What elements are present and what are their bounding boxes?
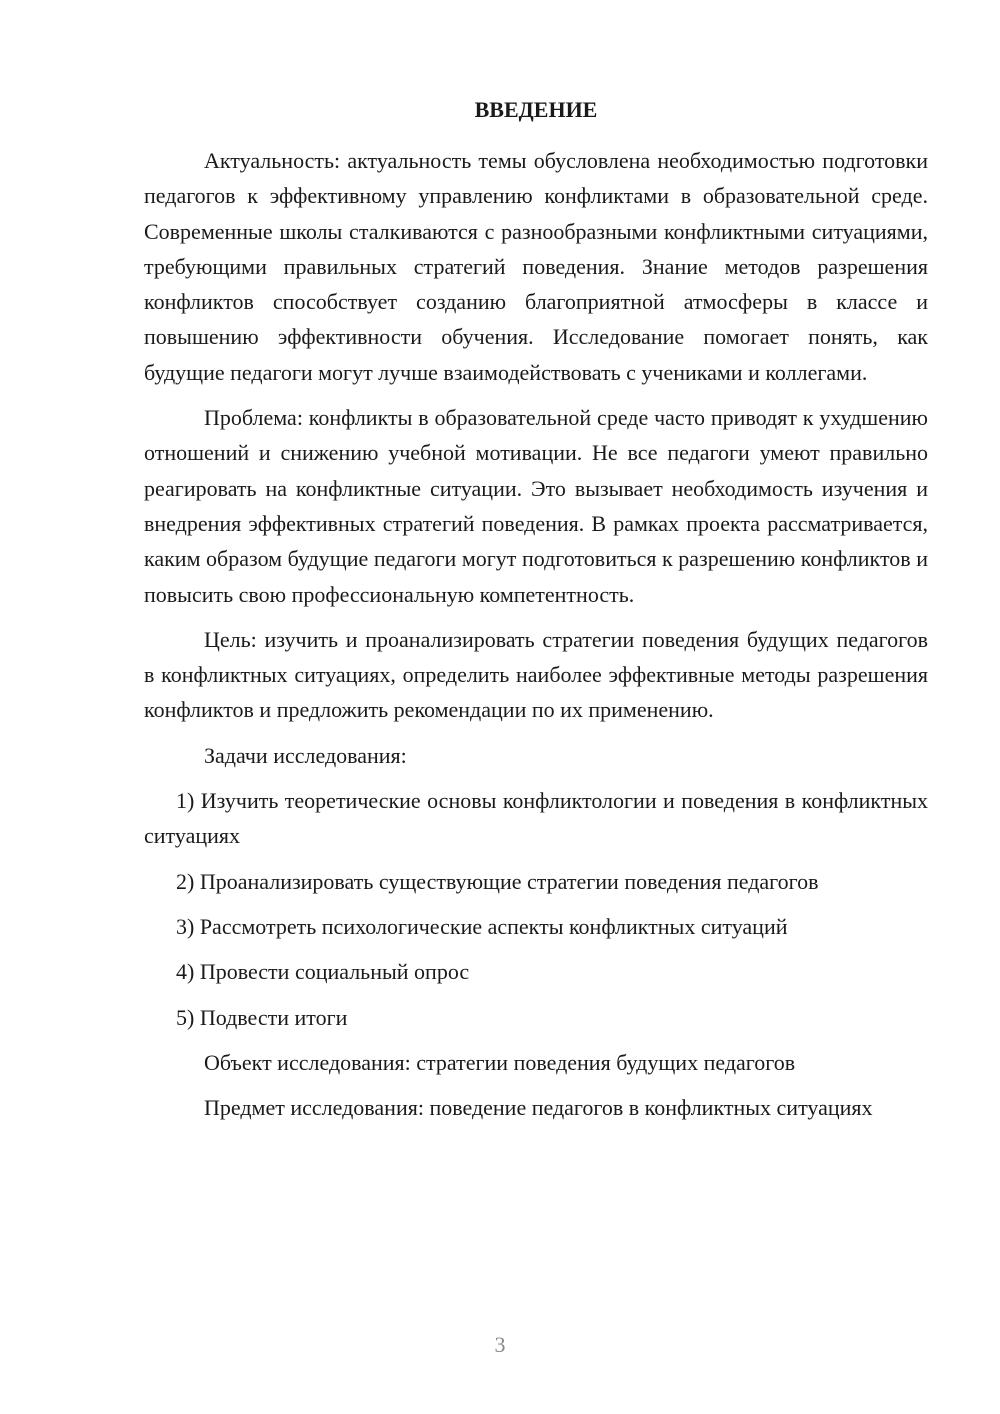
research-subject: Предмет исследования: поведение педагогов в конфликтных ситуациях xyxy=(204,1095,873,1121)
tasks-heading: Задачи исследования: xyxy=(204,742,407,768)
task-item-3: 3) Рассмотреть психологические аспекты конфликтных ситуаций xyxy=(176,913,788,939)
problem-paragraph: Проблема: конфликты в образовательной среде часто приводят к ухудшению отношений и снижению учебной мотивации. Не все педагоги умеют правильно реагировать на конфликтные ситуации. Это вызывает необходимость изучения и внедрения эффективных стратегий поведения. В рамках проекта рассматривается, каким образом будущие педагоги могут подготовиться к разрешению конфликтов и повысить свою профессиональную компетентность. xyxy=(144,405,928,607)
task-item-2: 2) Проанализировать существующие стратегии поведения педагогов xyxy=(176,868,819,894)
task-item-5: 5) Подвести итоги xyxy=(176,1004,348,1030)
task-item-4: 4) Провести социальный опрос xyxy=(176,959,470,985)
goal-paragraph: Цель: изучить и проанализировать стратегии поведения будущих педагогов в конфликтных ситуациях, определить наиболее эффективные методы разрешения конфликтов и предложить рекомендации по их применению. xyxy=(144,626,928,723)
task-item-1: 1) Изучить теоретические основы конфликтологии и поведения в конфликтных ситуациях xyxy=(144,788,928,849)
page-content xyxy=(144,92,928,1125)
section-title: ВВЕДЕНИЕ xyxy=(474,97,598,122)
research-object: Объект исследования: стратегии поведения будущих педагогов xyxy=(204,1049,796,1075)
relevance-paragraph: Актуальность: актуальность темы обусловлена необходимостью подготовки педагогов к эффективному управлению конфликтами в образовательной среде. Современные школы сталкиваются с разнообразными конфликтными ситуациями, требующими правильных стратегий поведения. Знание методов разрешения конфликтов способствует созданию благоприятной атмосферы в классе и повышению эффективности обучения. Исследование помогает понять, как будущие педагоги могут лучше взаимодействовать с учениками и коллегами. xyxy=(144,148,928,385)
page-number: 3 xyxy=(494,1332,506,1357)
